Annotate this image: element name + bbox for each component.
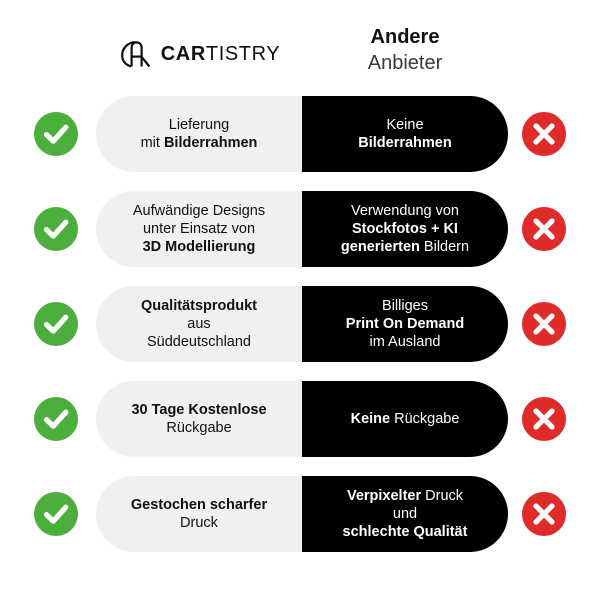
competitor-line: Billiges: [382, 297, 428, 314]
cartistry-cell: [96, 476, 302, 552]
cartistry-line: Süddeutschland: [146, 334, 251, 351]
cartistry-line: Aufwändige Designs: [132, 202, 266, 219]
cartistry-cell: [96, 381, 302, 457]
competitor-cell: [302, 286, 508, 362]
cross-circle-icon: [522, 112, 566, 156]
cartistry-line: Gestochen scharfer: [130, 496, 268, 513]
cartistry-line: 3D Modellierung: [142, 239, 256, 256]
cartistry-cell: [96, 96, 302, 172]
comparison-row: [0, 96, 600, 172]
competitor-cell: [302, 191, 508, 267]
brand-logo-block: [96, 34, 302, 74]
cartistry-line: aus: [187, 315, 211, 332]
cartistry-line: Qualitätsprodukt: [140, 297, 257, 314]
competitor-line: generierten Bildern: [340, 239, 470, 256]
cartistry-cell: [96, 286, 302, 362]
check-circle-icon: [34, 207, 78, 251]
competitor-line: schlechte Qualität: [342, 524, 468, 541]
cartistry-line: 30 Tage Kostenlose: [131, 401, 267, 418]
row-capsule: [96, 191, 508, 267]
brand-name-thin: TISTRY: [205, 42, 281, 65]
competitor-cell: [302, 476, 508, 552]
cross-circle-icon: [522, 397, 566, 441]
competitor-heading: [302, 24, 508, 77]
row-capsule: [96, 286, 508, 362]
check-circle-icon: [34, 492, 78, 536]
competitor-line: Print On Demand: [345, 315, 465, 332]
cartistry-monogram-icon: [118, 39, 154, 69]
competitor-line: Stockfotos + KI: [352, 220, 458, 237]
cross-circle-icon: [522, 207, 566, 251]
comparison-row: [0, 286, 600, 362]
cartistry-cell: [96, 191, 302, 267]
comparison-rows: [0, 96, 600, 571]
comparison-row: [0, 381, 600, 457]
comparison-row: [0, 476, 600, 552]
competitor-line: Verwendung von: [350, 202, 459, 219]
competitor-line: Bilderrahmen: [358, 135, 452, 151]
competitor-heading-line2: Anbieter: [367, 52, 443, 75]
check-circle-icon: [34, 112, 78, 156]
row-capsule: [96, 381, 508, 457]
competitor-line: Keine Rückgabe: [350, 410, 460, 427]
competitor-line: Verpixelter Druck: [346, 487, 464, 504]
cartistry-line: mit Bilderrahmen: [140, 135, 258, 151]
cartistry-line: Rückgabe: [166, 420, 232, 436]
row-capsule: [96, 96, 508, 172]
cartistry-line: Lieferung: [168, 116, 230, 133]
brand-name: [161, 43, 281, 66]
competitor-cell: [302, 96, 508, 172]
competitor-line: im Ausland: [369, 334, 441, 351]
competitor-line: Keine: [386, 116, 424, 133]
check-circle-icon: [34, 397, 78, 441]
comparison-row: [0, 191, 600, 267]
check-circle-icon: [34, 302, 78, 346]
cross-circle-icon: [522, 492, 566, 536]
header: [0, 18, 600, 90]
cartistry-line: Druck: [180, 515, 218, 531]
competitor-line: und: [392, 505, 418, 522]
cartistry-line: unter Einsatz von: [142, 220, 256, 237]
competitor-cell: [302, 381, 508, 457]
row-capsule: [96, 476, 508, 552]
cross-circle-icon: [522, 302, 566, 346]
competitor-heading-line1: Andere: [370, 26, 440, 48]
brand-name-bold: CAR: [160, 42, 206, 65]
